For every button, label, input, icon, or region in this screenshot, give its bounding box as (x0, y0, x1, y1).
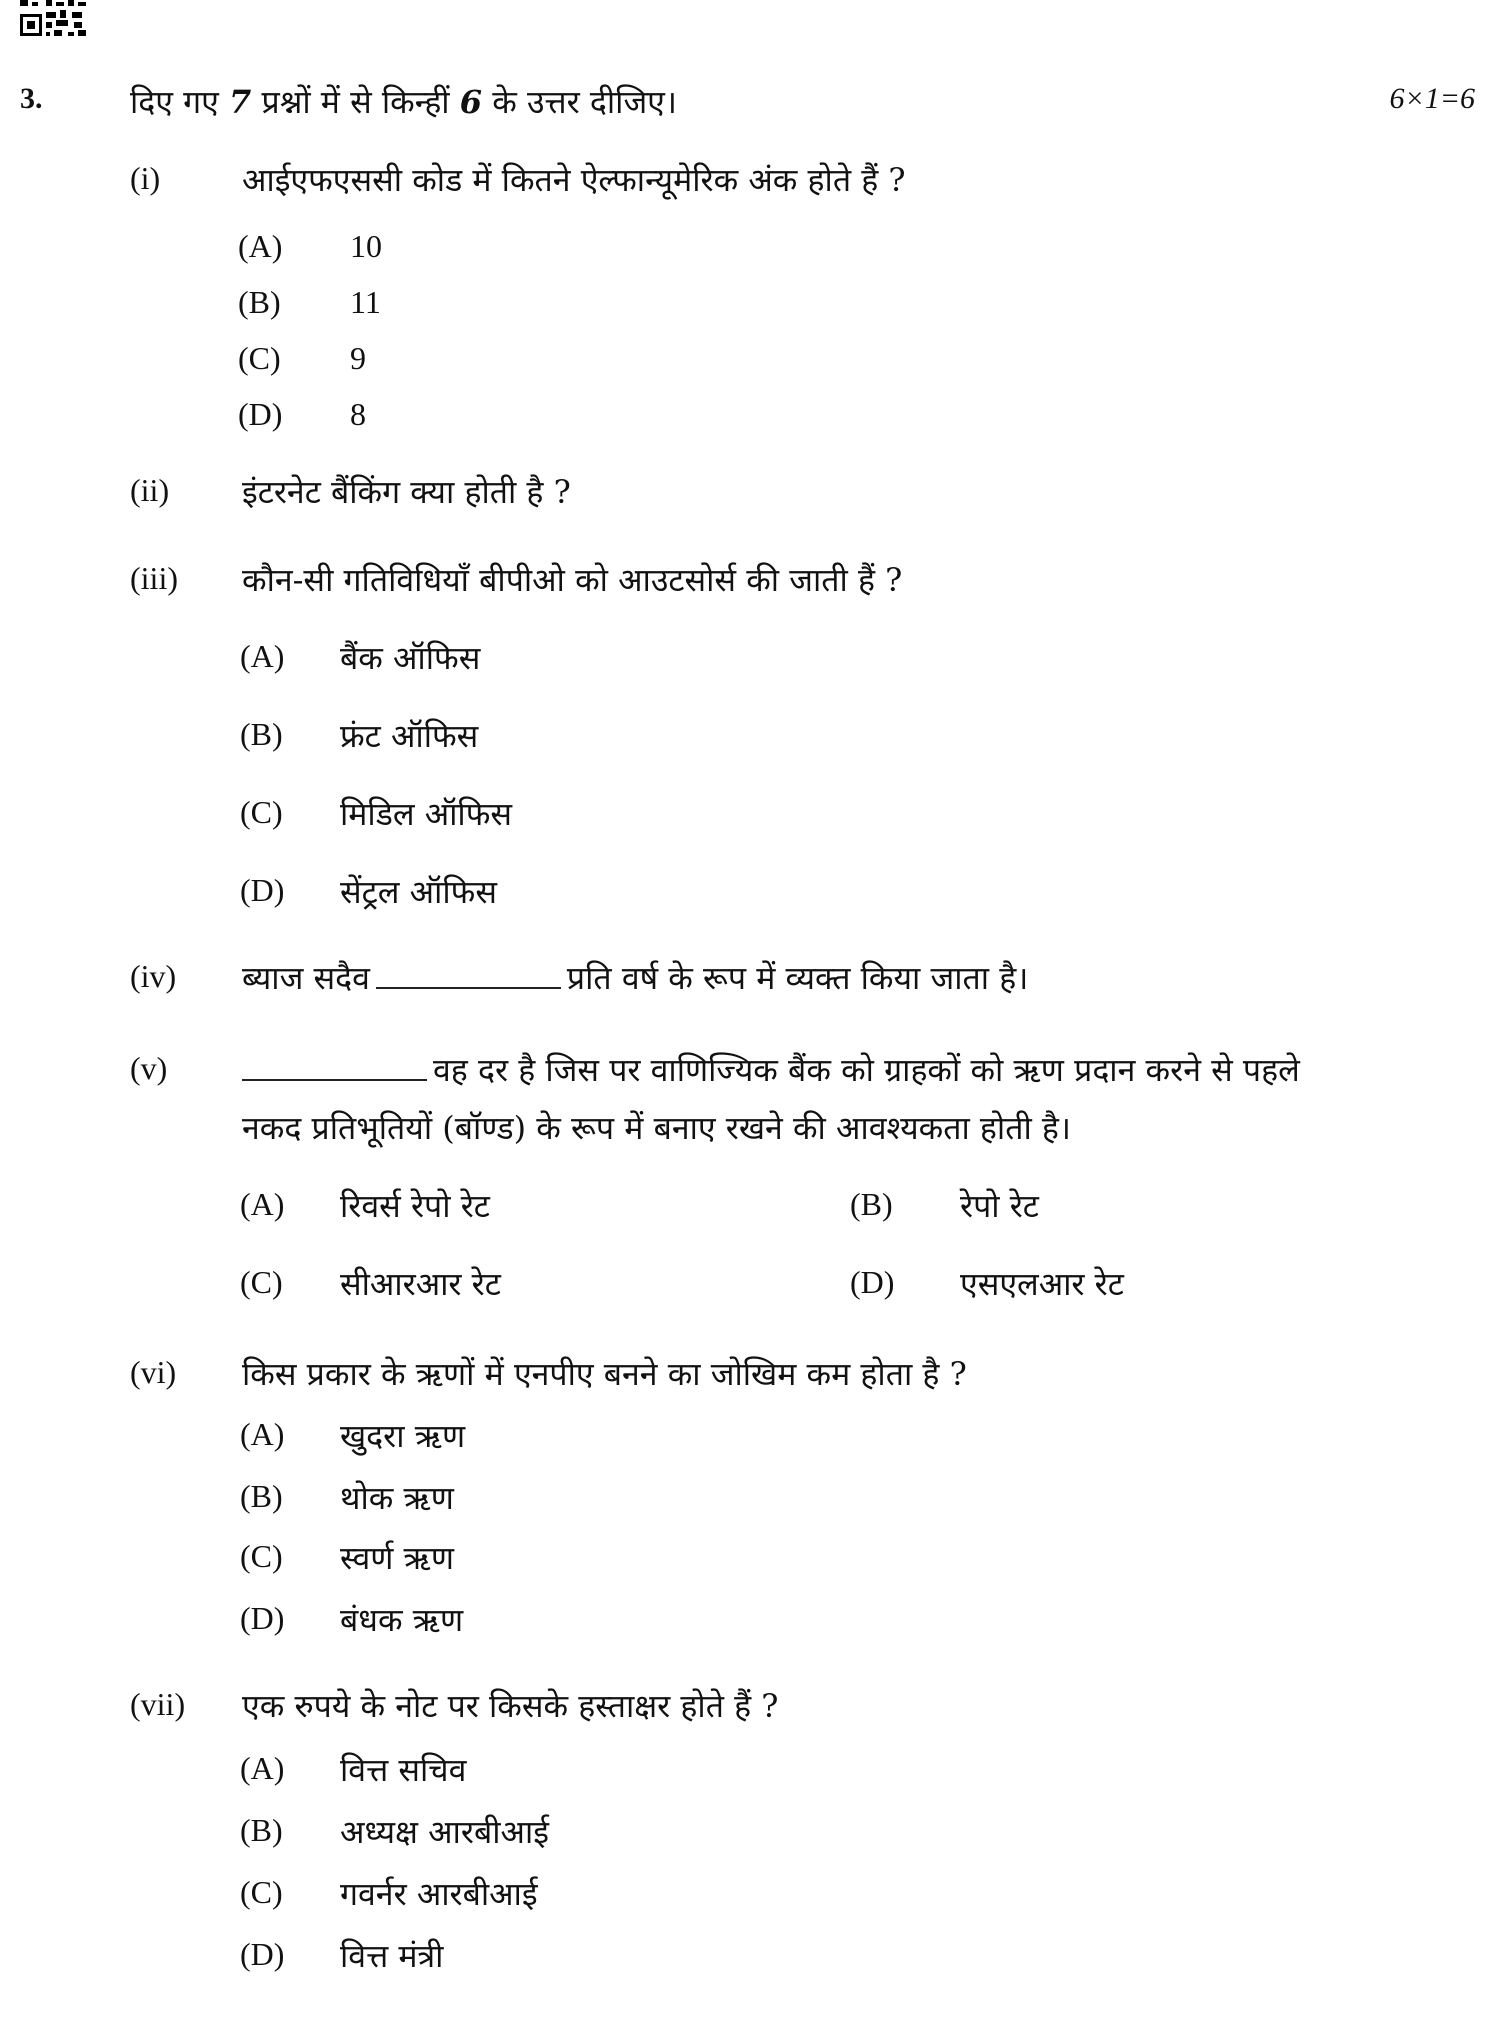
question-number: 3. (20, 82, 43, 115)
option-label: (A) (240, 1750, 285, 1786)
option-text: गवर्नर आरबीआई (340, 1875, 538, 1913)
subquestion-text-line2: नकद प्रतिभूतियों (बॉण्ड) के रूप में बनाए रखने की आवश्यकता होती है। (242, 1109, 1072, 1147)
subquestion-text: वह दर है जिस पर वाणिज्यिक बैंक को ग्राहकों को ऋण प्रदान करने से पहले (242, 1048, 1300, 1091)
option-text: सीआरआर रेट (340, 1265, 501, 1303)
subquestion-label: (iv) (130, 958, 177, 994)
option-label: (A) (240, 1186, 285, 1222)
option-label: (B) (850, 1186, 893, 1222)
subquestion-text: इंटरनेट बैंकिंग क्या होती है ? (242, 473, 571, 511)
option-text: रेपो रेट (960, 1187, 1039, 1225)
option-label: (A) (238, 228, 283, 264)
option-text: फ्रंट ऑफिस (340, 717, 479, 755)
option-label: (D) (240, 1600, 285, 1636)
subquestion-text: ब्याज सदैव प्रति वर्ष के रूप में व्यक्त किया जाता है। (242, 959, 1029, 997)
option-text: बंधक ऋण (340, 1601, 464, 1639)
option-label: (D) (850, 1264, 895, 1300)
option-text: 11 (350, 284, 381, 320)
option-label: (B) (240, 1812, 283, 1848)
subquestion-label: (i) (130, 160, 161, 196)
option-label: (C) (240, 1874, 283, 1910)
subquestion-text: एक रुपये के नोट पर किसके हस्ताक्षर होते हैं ? (242, 1687, 779, 1725)
option-text: स्वर्ण ऋण (340, 1539, 454, 1577)
subquestion-label: (vii) (130, 1686, 186, 1722)
option-label: (D) (240, 1936, 285, 1972)
question-instruction: दिए गए 7 प्रश्नों में से किन्हीं 6 के उत्तर दीजिए। (130, 83, 678, 121)
subquestion-text: किस प्रकार के ऋणों में एनपीए बनने का जोखिम कम होता है ? (242, 1355, 967, 1393)
option-text: वित्त सचिव (340, 1751, 467, 1789)
option-label: (B) (240, 716, 283, 752)
subquestion-label: (ii) (130, 472, 170, 508)
fill-in-blank (242, 1051, 427, 1081)
option-label: (A) (240, 638, 285, 674)
option-text: 9 (350, 340, 366, 376)
option-label: (C) (240, 1538, 283, 1574)
option-label: (C) (238, 340, 281, 376)
option-text: अध्यक्ष आरबीआई (340, 1813, 549, 1851)
option-label: (D) (240, 872, 285, 908)
option-text: थोक ऋण (340, 1479, 454, 1517)
option-text: एसएलआर रेट (960, 1265, 1124, 1303)
option-text: रिवर्स रेपो रेट (340, 1187, 490, 1225)
option-text: खुदरा ऋण (340, 1417, 466, 1455)
fill-in-blank (376, 959, 561, 989)
option-label: (B) (240, 1478, 283, 1514)
subquestion-label: (vi) (130, 1354, 177, 1390)
subquestion-label: (v) (130, 1050, 168, 1086)
option-text: 10 (350, 228, 382, 264)
subquestion-label: (iii) (130, 560, 178, 596)
option-text: वित्त मंत्री (340, 1937, 444, 1975)
option-label: (D) (238, 396, 283, 432)
option-text: मिडिल ऑफिस (340, 795, 513, 833)
subquestion-text: कौन-सी गतिविधियाँ बीपीओ को आउटसोर्स की जाती हैं ? (242, 561, 903, 599)
marks-allocation: 6×1=6 (1389, 82, 1475, 115)
option-text: बैंक ऑफिस (340, 639, 481, 677)
subquestion-text: आईएफएससी कोड में कितने ऐल्फान्यूमेरिक अंक होते हैं ? (242, 161, 906, 199)
option-label: (C) (240, 794, 283, 830)
option-label: (C) (240, 1264, 283, 1300)
option-text: 8 (350, 396, 366, 432)
qr-code-icon (20, 0, 92, 40)
option-label: (B) (238, 284, 281, 320)
option-label: (A) (240, 1416, 285, 1452)
option-text: सेंट्रल ऑफिस (340, 873, 497, 911)
